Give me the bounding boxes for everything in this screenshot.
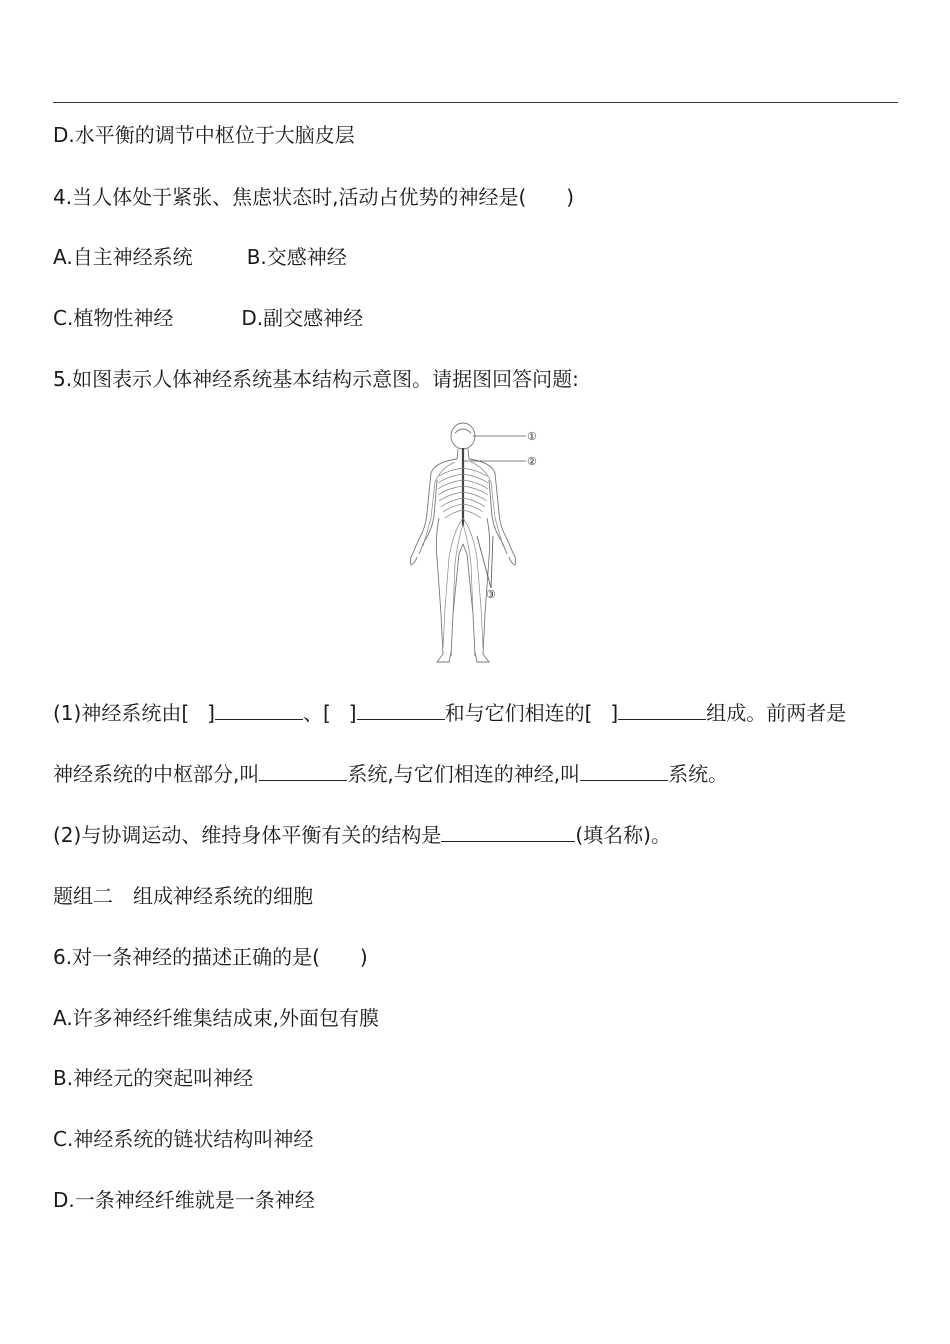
q5-part1-line2-prefix: 神经系统的中枢部分,叫 bbox=[53, 762, 260, 786]
q5-part2-prefix: (2)与协调运动、维持身体平衡有关的结构是 bbox=[53, 823, 442, 847]
q6-option-a: A.许多神经纤维集结成束,外面包有膜 bbox=[53, 1006, 380, 1030]
q5-stem: 5.如图表示人体神经系统基本结构示意图。请据图回答问题: bbox=[53, 367, 579, 391]
q5-part1-line2-suffix: 系统。 bbox=[668, 762, 729, 786]
q5-part1-bracket-close-1: ] bbox=[207, 701, 215, 725]
q6-stem bbox=[53, 943, 368, 971]
q5-part1-mid: 和与它们相连的[ bbox=[444, 701, 593, 725]
header-rule bbox=[53, 102, 898, 103]
q4-stem-close: ) bbox=[566, 185, 575, 209]
nervous-system-diagram bbox=[395, 418, 555, 676]
answer-blank-2[interactable] bbox=[357, 699, 445, 720]
answer-blank-1[interactable] bbox=[215, 699, 303, 720]
answer-blank-5[interactable] bbox=[580, 760, 668, 781]
q4-option-d: D.副交感神经 bbox=[241, 306, 364, 330]
answer-blank-6[interactable] bbox=[441, 821, 575, 842]
q6-option-b: B.神经元的突起叫神经 bbox=[53, 1066, 254, 1090]
q4-stem-text: 4.当人体处于紧张、焦虑状态时,活动占优势的神经是( bbox=[53, 185, 527, 209]
q5-part1-sep: 、[ bbox=[302, 701, 331, 725]
nervous-system-figure bbox=[395, 418, 555, 676]
figure-label-1: ① bbox=[527, 430, 537, 443]
figure-label-2: ② bbox=[527, 455, 537, 468]
q5-part2 bbox=[53, 821, 671, 849]
q4-option-b: B.交感神经 bbox=[246, 245, 347, 269]
q5-part1-line2-mid: 系统,与它们相连的神经,叫 bbox=[347, 762, 581, 786]
answer-blank-4[interactable] bbox=[259, 760, 347, 781]
q4-options-row2 bbox=[53, 304, 363, 332]
section-title: 题组二 组成神经系统的细胞 bbox=[53, 884, 313, 908]
q5-part1-bracket-close-3: ] bbox=[610, 701, 619, 725]
q5-part1-line2 bbox=[53, 760, 728, 788]
q5-part1-prefix: (1)神经系统由[ bbox=[53, 701, 190, 725]
q5-part1-bracket-close-2: ] bbox=[348, 701, 357, 725]
q6-option-c: C.神经系统的链状结构叫神经 bbox=[53, 1127, 314, 1151]
q4-stem bbox=[53, 183, 574, 211]
figure-label-3: ③ bbox=[486, 588, 496, 601]
q6-stem-text: 6.对一条神经的描述正确的是( bbox=[53, 945, 320, 969]
q6-option-d: D.一条神经纤维就是一条神经 bbox=[53, 1188, 315, 1212]
q4-option-c: C.植物性神经 bbox=[53, 306, 174, 330]
q5-part2-suffix: (填名称)。 bbox=[575, 823, 671, 847]
answer-blank-3[interactable] bbox=[618, 699, 706, 720]
q6-stem-close: ) bbox=[359, 945, 368, 969]
q3-option-d: D.水平衡的调节中枢位于大脑皮层 bbox=[53, 123, 355, 147]
q5-part1-line1 bbox=[53, 699, 846, 727]
q4-option-a: A.自主神经系统 bbox=[53, 245, 193, 269]
q4-options-row1 bbox=[53, 243, 347, 271]
q5-part1-suffix: 组成。前两者是 bbox=[706, 701, 847, 725]
